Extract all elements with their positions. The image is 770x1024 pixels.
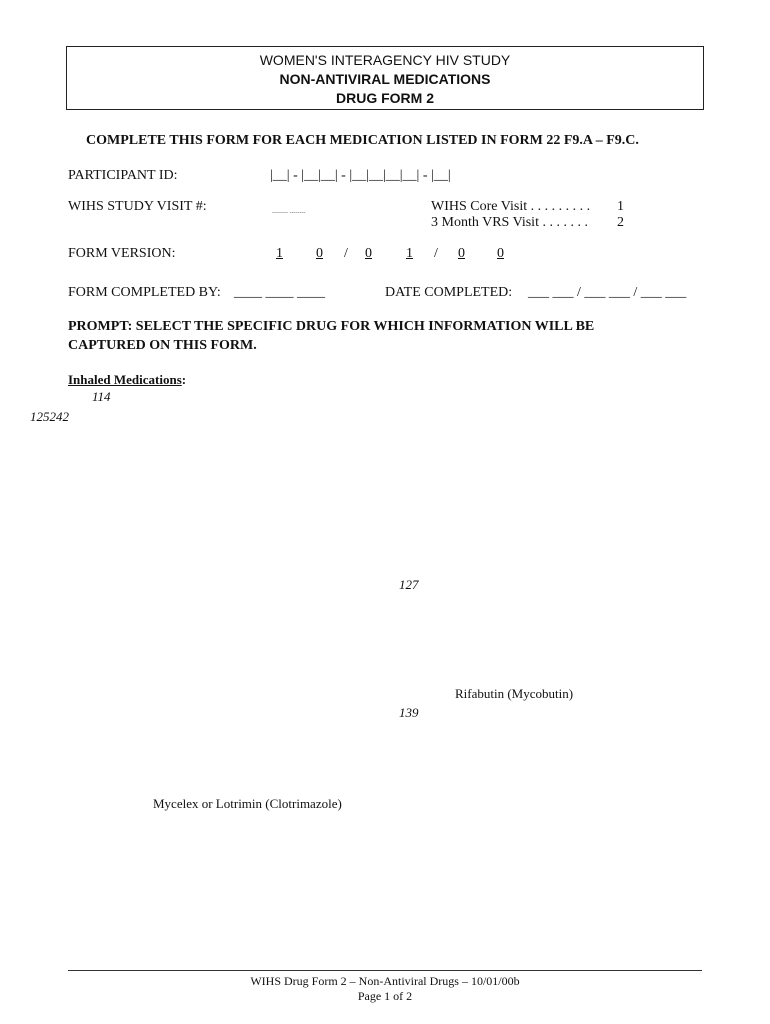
visit-option-vrs-code[interactable]: 2 — [617, 215, 624, 230]
form-subtitle: NON-ANTIVIRAL MEDICATIONS — [279, 71, 491, 87]
study-title: WOMEN'S INTERAGENCY HIV STUDY — [259, 52, 511, 68]
footer-page-number: Page 1 of 2 — [357, 989, 413, 1003]
participant-id-field[interactable]: |__| - |__|__| - |__|__|__|__| - |__| — [270, 168, 451, 183]
drug-mycelex[interactable]: Mycelex or Lotrimin (Clotrimazole) — [153, 796, 342, 811]
date-completed-field[interactable]: ___ ___ / ___ ___ / ___ ___ — [528, 285, 687, 300]
drug-rifabutin[interactable]: Rifabutin (Mycobutin) — [455, 686, 574, 701]
footer-form-title: WIHS Drug Form 2 – Non-Antiviral Drugs – 10/01/00b — [250, 974, 520, 988]
form-completed-by-label: FORM COMPLETED BY: — [68, 285, 221, 300]
inhaled-medications-heading-text: Inhaled Medications — [68, 372, 182, 387]
form-name: DRUG FORM 2 — [336, 90, 434, 106]
form-version-digit-6: 0 — [497, 246, 504, 261]
form-version-separator-1: / — [344, 246, 348, 261]
inhaled-medications-heading — [68, 372, 186, 388]
study-visit-label: WIHS STUDY VISIT #: — [68, 199, 207, 214]
visit-option-vrs-label: 3 Month VRS Visit . . . . . . . — [431, 215, 588, 230]
form-version-digit-1: 1 — [276, 246, 283, 261]
form-header-box — [66, 46, 704, 110]
form-instruction: COMPLETE THIS FORM FOR EACH MEDICATION LISTED IN FORM 22 F9.A – F9.C. — [86, 133, 639, 148]
study-visit-field[interactable]: -------- -------- — [272, 210, 306, 216]
form-version-digit-5: 0 — [458, 246, 465, 261]
footer-divider — [68, 970, 702, 971]
drug-code-127: 127 — [399, 577, 419, 592]
prompt-line-1: PROMPT: SELECT THE SPECIFIC DRUG FOR WHICH INFORMATION WILL BE — [68, 319, 595, 334]
participant-id-label: PARTICIPANT ID: — [68, 168, 178, 183]
date-completed-label: DATE COMPLETED: — [385, 285, 513, 300]
form-version-digit-2: 0 — [316, 246, 323, 261]
inhaled-code-114: 114 — [92, 389, 111, 404]
inhaled-medications-heading-colon: : — [181, 372, 187, 387]
visit-option-core-label: WIHS Core Visit . . . . . . . . . — [431, 199, 591, 214]
form-version-digit-4: 1 — [406, 246, 413, 261]
form-version-label: FORM VERSION: — [68, 246, 176, 261]
form-version-digit-3: 0 — [365, 246, 372, 261]
drug-code-139: 139 — [399, 705, 419, 720]
margin-code: 125242 — [30, 409, 69, 424]
form-completed-by-field[interactable]: ____ ____ ____ — [234, 285, 325, 300]
visit-option-core-code[interactable]: 1 — [617, 199, 624, 214]
form-version-separator-2: / — [434, 246, 438, 261]
prompt-line-2: CAPTURED ON THIS FORM. — [68, 338, 257, 353]
